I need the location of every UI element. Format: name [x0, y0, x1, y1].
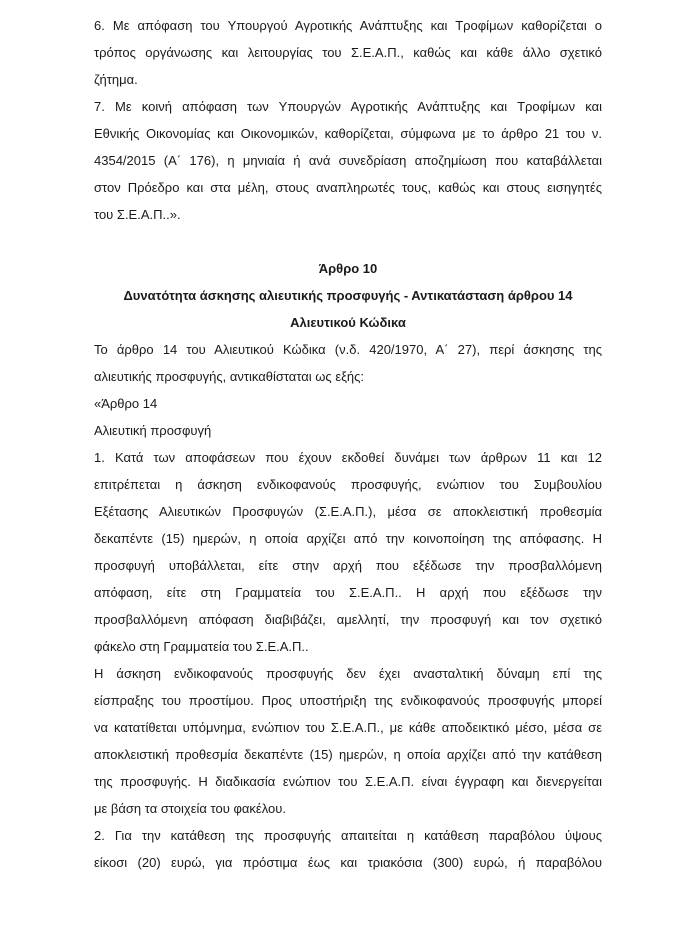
text-line: του Σ.Ε.Α.Π..». [94, 207, 181, 222]
article-heading [94, 255, 602, 336]
article-number: Άρθρο 10 [318, 261, 378, 276]
text-line: είσπραξης του προστίμου. Προς υποστήριξη της ενδικοφανούς προσφυγής μπορεί [94, 693, 602, 708]
text-line: 7. Με κοινή απόφαση των Υπουργών Αγροτικής Ανάπτυξης και Τροφίμων και [94, 99, 602, 114]
text-line: Εθνικής Οικονομίας και Οικονομικών, καθορίζεται, σύμφωνα με το άρθρο 21 του ν. [94, 126, 602, 141]
text-line: προσφυγή υποβάλλεται, είτε στην αρχή που εξέδωσε την προσβαλλόμενη [94, 558, 602, 573]
text-line: επιτρέπεται η άσκηση ενδικοφανούς προσφυγής, ενώπιον του Συμβουλίου [94, 477, 602, 492]
paragraph-6 [94, 12, 602, 93]
text-line: να κατατίθεται υπόμνημα, ενώπιον του Σ.Ε.Α.Π., με κάθε αποδεικτικό μέσο, μέσα σε [94, 720, 602, 735]
text-line: στον Πρόεδρο και στα μέλη, στους αναπληρωτές τους, καθώς και στους εισηγητές [94, 180, 602, 195]
text-line: της προσφυγής. Η διαδικασία ενώπιον του Σ.Ε.Α.Π. είναι έγγραφη και διενεργείται [94, 774, 602, 789]
text-line: αποκλειστική προθεσμία δεκαπέντε (15) ημερών, η οποία αρχίζει από την κατάθεση [94, 747, 602, 762]
article-title-line: Δυνατότητα άσκησης αλιευτικής προσφυγής - Αντικατάσταση άρθρου 14 [123, 288, 573, 303]
quoted-article-title: Αλιευτική προσφυγή [94, 423, 212, 438]
text-line: ζήτημα. [94, 72, 138, 87]
intro-paragraph [94, 336, 602, 390]
paragraph-7 [94, 93, 602, 228]
quoted-article-heading: «Άρθρο 14 [94, 396, 158, 411]
text-line: Εξέτασης Αλιευτικών Προσφυγών (Σ.Ε.Α.Π.), μέσα σε αποκλειστική προθεσμία [94, 504, 602, 519]
text-line: αλιευτικής προσφυγής, αντικαθίσταται ως εξής: [94, 369, 365, 384]
text-line: με βάση τα στοιχεία του φακέλου. [94, 801, 286, 816]
text-line: 4354/2015 (Α΄ 176), η μηνιαία ή ανά συνεδρίαση αποζημίωση που καταβάλλεται [94, 153, 602, 168]
text-line: Η άσκηση ενδικοφανούς προσφυγής δεν έχει ανασταλτική δύναμη επί της [94, 666, 602, 681]
paragraph-1-continued [94, 660, 602, 822]
text-line: δεκαπέντε (15) ημερών, η οποία αρχίζει από την κοινοποίηση της απόφασης. Η [94, 531, 602, 546]
document-page [94, 12, 602, 876]
text-line: τρόπος οργάνωσης και λειτουργίας του Σ.Ε.Α.Π., καθώς και κάθε άλλο σχετικό [94, 45, 602, 60]
text-line: 6. Με απόφαση του Υπουργού Αγροτικής Ανάπτυξης και Τροφίμων καθορίζεται ο [94, 18, 602, 33]
article-title-line: Αλιευτικού Κώδικα [290, 315, 406, 330]
text-line: 2. Για την κατάθεση της προσφυγής απαιτείται η κατάθεση παραβόλου ύψους [94, 828, 602, 843]
text-line: Το άρθρο 14 του Αλιευτικού Κώδικα (ν.δ. 420/1970, Α΄ 27), περί άσκησης της [94, 342, 602, 357]
paragraph-2 [94, 822, 602, 876]
text-line: φάκελο στη Γραμματεία του Σ.Ε.Α.Π.. [94, 639, 309, 654]
paragraph-1 [94, 444, 602, 660]
text-line: είκοσι (20) ευρώ, για πρόστιμα έως και τριακόσια (300) ευρώ, ή παραβόλου [94, 855, 602, 870]
text-line: προσβαλλόμενη απόφαση διαβιβάζει, αμελλητί, την προσφυγή και τον σχετικό [94, 612, 602, 627]
spacer [94, 228, 602, 255]
text-line: απόφαση, είτε στη Γραμματεία του Σ.Ε.Α.Π.. Η αρχή που εξέδωσε την [94, 585, 602, 600]
text-line: 1. Κατά των αποφάσεων που έχουν εκδοθεί δυνάμει των άρθρων 11 και 12 [94, 450, 602, 465]
